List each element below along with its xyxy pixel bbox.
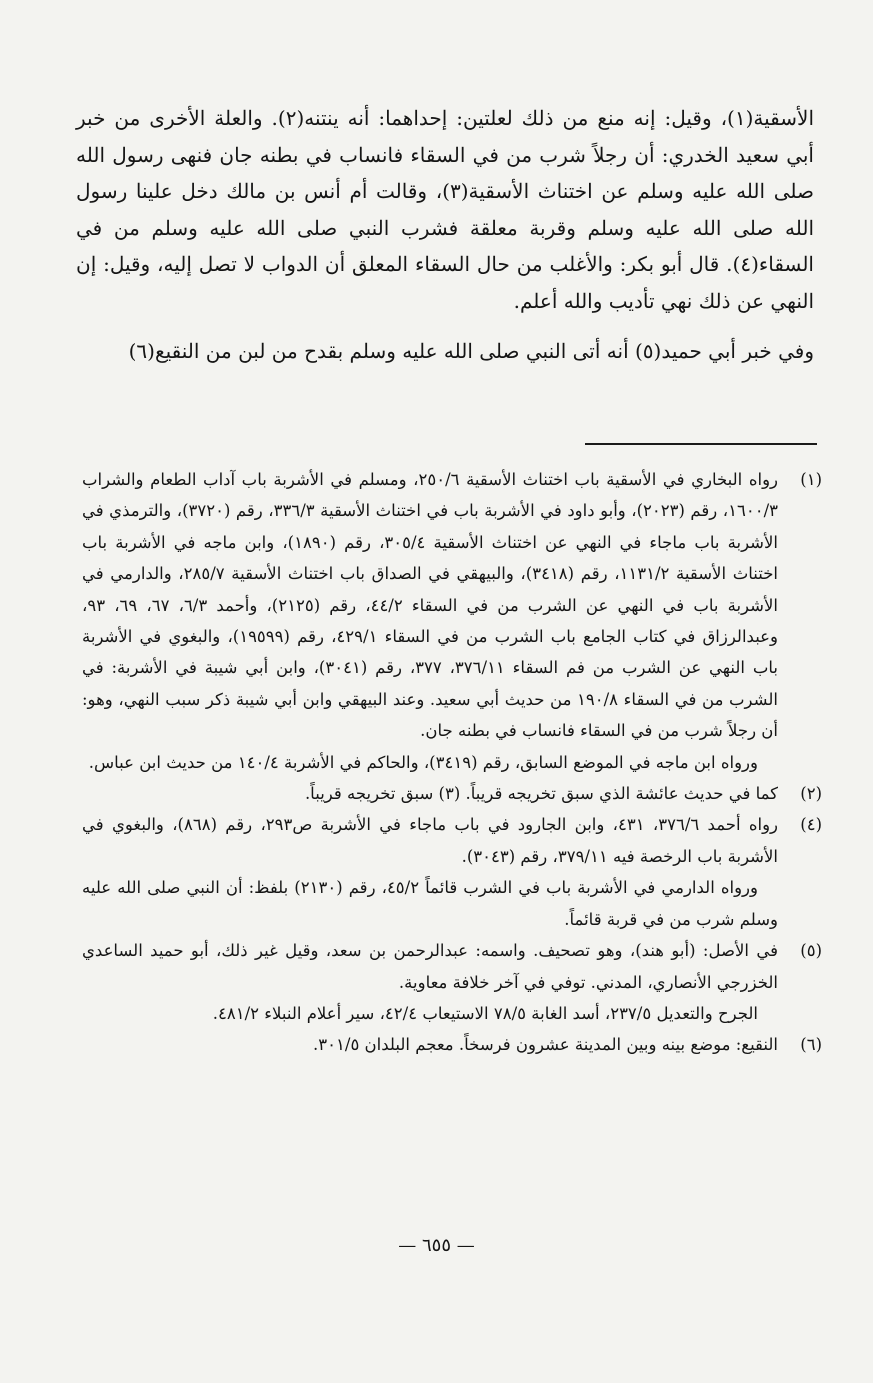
footnote-6 — [82, 1029, 822, 1060]
footnote-number: (٤) — [800, 815, 822, 835]
footnote-text: النقيع: موضع بينه وبين المدينة عشرون فرسخاً. معجم البلدان ٣٠١/٥. — [313, 1035, 778, 1055]
footnote-number: (٢) — [800, 784, 822, 804]
footnote-text: رواه أحمد ٣٧٦/٦، ٤٣١، وابن الجارود في باب ماجاء في الأشربة ص٢٩٣، رقم (٨٦٨)، والبغوي في الأشربة باب الرخصة فيه ٣٧٩/١١، رقم (٣٠٤٣). — [82, 815, 779, 866]
footnote-5 — [82, 935, 822, 998]
footnotes — [82, 464, 822, 1061]
footnote-text: كما في حديث عائشة الذي سبق تخريجه قريباً. (٣) سبق تخريجه قريباً. — [304, 784, 778, 804]
footnote-continuation: ورواه الدارمي في الأشربة باب في الشرب قائماً ٤٥/٢، رقم (٢١٣٠) بلفظ: أن النبي صلى الله عليه وسلم شرب من في قربة قائماً. — [82, 878, 778, 929]
footnote-4 — [82, 809, 822, 872]
main-text — [76, 100, 814, 370]
footnote-1 — [82, 464, 822, 747]
footnote-2 — [82, 778, 822, 809]
main-paragraph-2: وفي خبر أبي حميد(٥) أنه أتى النبي صلى الله عليه وسلم بقدح من لبن من النقيع(٦) — [128, 339, 814, 363]
footnote-continuation: الجرح والتعديل ٢٣٧/٥، أسد الغابة ٧٨/٥ الاستيعاب ٤٢/٤، سير أعلام النبلاء ٤٨١/٢. — [212, 1003, 758, 1023]
footnote-text: في الأصل: (أبو هند)، وهو تصحيف. واسمه: عبدالرحمن بن سعد، وقيل غير ذلك، أبو حميد الساعدي الخزرجي الأنصاري، المدني. توفي في آخر خلافة معاوية. — [82, 941, 778, 992]
footnote-number: (٥) — [800, 941, 822, 961]
footnote-number: (٦) — [800, 1035, 822, 1055]
footnote-separator — [585, 443, 817, 445]
footnote-text: رواه البخاري في الأسقية باب اختناث الأسقية ٢٥٠/٦، ومسلم في الأشربة باب آداب الطعام والشراب ١٦٠٠/٣، رقم (٢٠٢٣)، وأبو داود في الأشربة باب في اختناث الأسقية ٣٣٦/٣، رقم (٣٧٢٠)، والترمذي في الأشربة باب ماجاء في النهي عن اختناث الأسقية ٣٠٥/٤، رقم (١٨٩٠)، وابن ماجه في الأشربة باب اختناث الأسقية ١١٣١/٢، رقم (٣٤١٨)، والبيهقي في الصداق باب اختناث الأسقية ٢٨٥/٧، والدارمي في الأشربة باب في النهي عن الشرب من في السقاء ٤٤/٢، رقم (٢١٢٥)، وأحمد ٦/٣، ٦٧، ٦٩، ٩٣، وعبدالرزاق في كتاب الجامع باب الشرب من في السقاء ٤٢٩/١، رقم (١٩٥٩٩)، والبغوي في الأشربة باب النهي عن الشرب من فم السقاء ٣٧٦/١١، ٣٧٧، رقم (٣٠٤١)، وابن أبي شيبة في الأشربة: في الشرب من في السقاء ١٩٠/٨ من حديث أبي سعيد. وعند البيهقي وابن أبي شيبة ذكر سبب النهي، وهو: أن رجلاً شرب من في السقاء فانساب في بطنه جان. — [82, 470, 778, 741]
page-number: — ٦٥٥ — — [398, 1235, 475, 1256]
footnote-number: (١) — [800, 470, 822, 489]
footnote-continuation: ورواه ابن ماجه في الموضع السابق، رقم (٣٤١٩)، والحاكم في الأشربة ١٤٠/٤ من حديث ابن عباس. — [88, 752, 758, 772]
main-paragraph-1: الأسقية(١)، وقيل: إنه منع من ذلك لعلتين: إحداهما: أنه ينتنه(٢). والعلة الأخرى من خبر أبي سعيد الخدري: أن رجلاً شرب من في السقاء فانساب في بطنه جان فنهى رسول الله صلى الله عليه وسلم عن اختناث الأسقية(٣)، وقالت أم أنس بن مالك دخل علينا رسول الله صلى الله عليه وسلم وقربة معلقة فشرب النبي صلى الله عليه وسلم من في السقاء(٤). قال أبو بكر: والأغلب من حال السقاء المعلق أن الدواب لا تصل إليه، وقيل: إن النهي عن ذلك نهي تأديب والله أعلم. — [76, 106, 815, 313]
